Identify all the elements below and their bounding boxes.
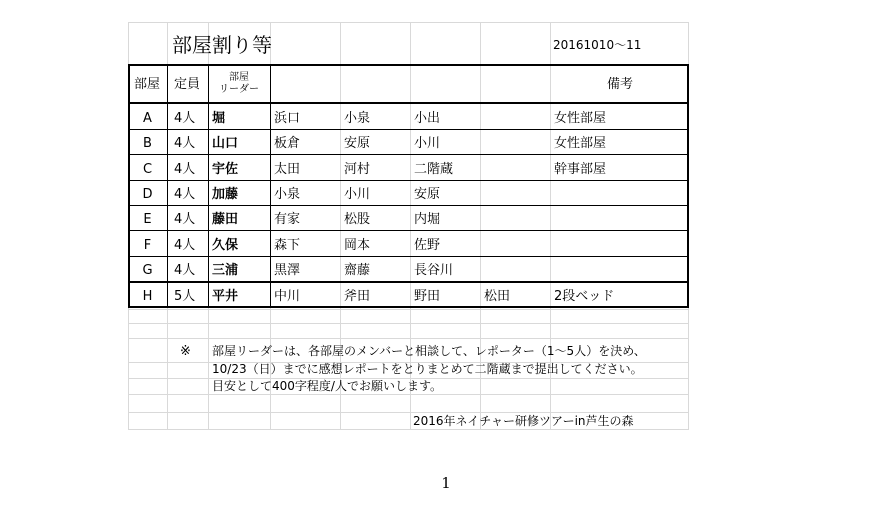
table-cell-leader: 山口: [212, 136, 239, 151]
table-cell-room: F: [143, 238, 152, 253]
table-cell-leader: 三浦: [212, 263, 239, 278]
header-leader-line1: 部屋: [229, 72, 249, 83]
date-range: 20161010～11: [553, 38, 642, 52]
table-cell-leader: 平井: [212, 289, 239, 304]
table-cell-m3: 二階蔵: [414, 162, 454, 177]
table-cell-m3: 佐野: [414, 238, 441, 253]
table-cell-cap: 4人: [174, 187, 196, 202]
table-cell-m1: 有家: [274, 212, 301, 227]
table-cell-room: H: [142, 289, 153, 304]
table-cell-m1: 森下: [274, 238, 301, 253]
table-cell-m2: 小泉: [344, 111, 371, 126]
table-cell-room: A: [143, 111, 152, 126]
table-cell-cap: 4人: [174, 136, 196, 151]
table-cell-leader: 藤田: [212, 212, 239, 227]
table-cell-m2: 小川: [344, 187, 371, 202]
table-cell-m3: 長谷川: [414, 263, 454, 278]
table-cell-cap: 5人: [174, 289, 196, 304]
table-cell-room: B: [143, 136, 152, 151]
table-cell-cap: 4人: [174, 238, 196, 253]
table-cell-m1: 中川: [274, 289, 301, 304]
table-cell-cap: 4人: [174, 162, 196, 177]
note-line2: 10/23（日）までに感想レポートをとりまとめて二階蔵まで提出してください。: [212, 362, 643, 376]
table-cell-m1: 黒澤: [274, 263, 301, 278]
table-cell-leader: 久保: [212, 238, 239, 253]
note-mark: ※: [180, 344, 191, 359]
table-cell-cap: 4人: [174, 111, 196, 126]
table-cell-m2: 齋藤: [344, 263, 371, 278]
table-cell-m2: 斧田: [344, 289, 371, 304]
table-cell-note: 2段ベッド: [554, 289, 615, 304]
table-cell-room: G: [142, 263, 153, 278]
page-number: 1: [441, 474, 451, 492]
table-cell-m1: 太田: [274, 162, 301, 177]
table-cell-m3: 安原: [414, 187, 441, 202]
table-cell-m4: 松田: [484, 289, 511, 304]
header-notes: 備考: [607, 77, 634, 92]
table-cell-m2: 松股: [344, 212, 371, 227]
note-line1: 部屋リーダーは、各部屋のメンバーと相談して、レポーター（1～5人）を決め、: [212, 344, 646, 358]
table-cell-room: D: [142, 187, 153, 202]
table-cell-m2: 河村: [344, 162, 371, 177]
table-cell-leader: 堀: [212, 111, 226, 126]
table-cell-m3: 小川: [414, 136, 441, 151]
note-line3: 目安として400字程度/人でお願いします。: [212, 379, 442, 393]
spreadsheet-page: [128, 22, 689, 430]
table-cell-cap: 4人: [174, 212, 196, 227]
table-cell-m2: 岡本: [344, 238, 371, 253]
table-cell-m1: 板倉: [274, 136, 301, 151]
table-cell-room: E: [143, 212, 152, 227]
page-title: 部屋割り等: [172, 33, 272, 57]
footer-text: 2016年ネイチャー研修ツアーin芦生の森: [413, 414, 634, 428]
header-leader-line2: リーダー: [219, 84, 259, 95]
table-cell-m3: 野田: [414, 289, 441, 304]
table-cell-m3: 小出: [414, 111, 441, 126]
table-cell-note: 幹事部屋: [554, 162, 607, 177]
table-cell-leader: 加藤: [212, 187, 239, 202]
table-cell-note: 女性部屋: [554, 111, 607, 126]
table-cell-leader: 宇佐: [212, 162, 239, 177]
table-cell-m1: 小泉: [274, 187, 301, 202]
header-room: 部屋: [134, 77, 161, 92]
table-cell-note: 女性部屋: [554, 136, 607, 151]
table-cell-m1: 浜口: [274, 111, 301, 126]
table-cell-room: C: [142, 162, 153, 177]
table-cell-m2: 安原: [344, 136, 371, 151]
header-capacity: 定員: [174, 77, 201, 92]
table-cell-m3: 内堀: [414, 212, 441, 227]
table-cell-cap: 4人: [174, 263, 196, 278]
